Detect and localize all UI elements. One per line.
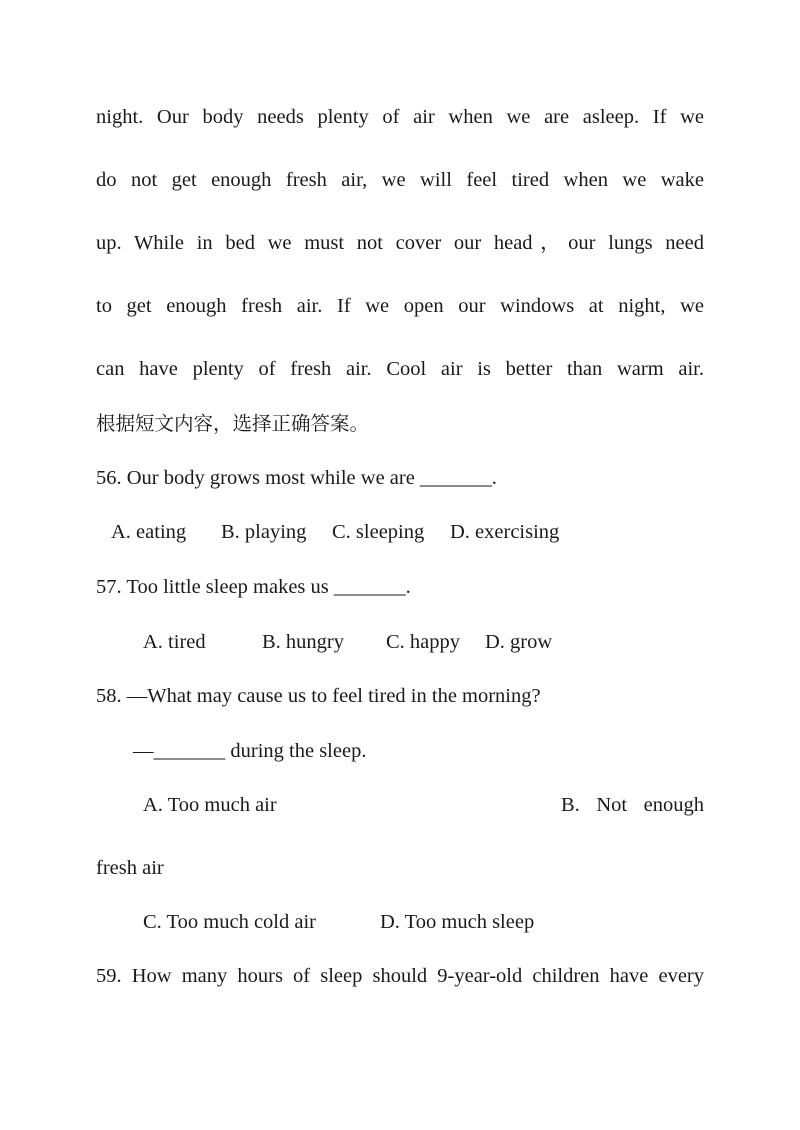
question-58-option-b: B. Not enough	[561, 794, 704, 816]
question-56-option-a: A. eating	[111, 521, 187, 543]
question-57-option-b: B. hungry	[262, 631, 344, 653]
question-57-option-c: C. happy	[386, 631, 461, 653]
question-57-option-d: D. grow	[485, 631, 553, 653]
passage-line: up. While in bed we must not cover our head，our lungs need	[96, 232, 704, 254]
question-58-answer-blank: —_______ during the sleep.	[133, 740, 367, 762]
question-57-option-a: A. tired	[143, 631, 206, 653]
question-58-option-a: A. Too much air	[143, 794, 277, 816]
question-56-option-b: B. playing	[221, 521, 307, 543]
question-59-stem: 59. How many hours of sleep should 9-year-old children have every	[96, 965, 704, 987]
passage-line: to get enough fresh air. If we open our windows at night, we	[96, 295, 704, 317]
question-58-option-c: C. Too much cold air	[143, 911, 316, 933]
passage-line: can have plenty of fresh air. Cool air is better than warm air.	[96, 358, 704, 380]
question-58-stem: 58. —What may cause us to feel tired in the morning?	[96, 685, 541, 707]
question-56-stem: 56. Our body grows most while we are _______.	[96, 467, 497, 489]
instruction-text: 根据短文内容，选择正确答案。	[96, 412, 370, 435]
passage-line: night. Our body needs plenty of air when we are asleep. If we	[96, 106, 704, 128]
question-56-option-d: D. exercising	[450, 521, 560, 543]
question-58-option-b-continued: fresh air	[96, 857, 164, 879]
question-57-stem: 57. Too little sleep makes us _______.	[96, 576, 411, 598]
question-56-option-c: C. sleeping	[332, 521, 425, 543]
passage-line: do not get enough fresh air, we will feel tired when we wake	[96, 169, 704, 191]
question-58-option-d: D. Too much sleep	[380, 911, 535, 933]
